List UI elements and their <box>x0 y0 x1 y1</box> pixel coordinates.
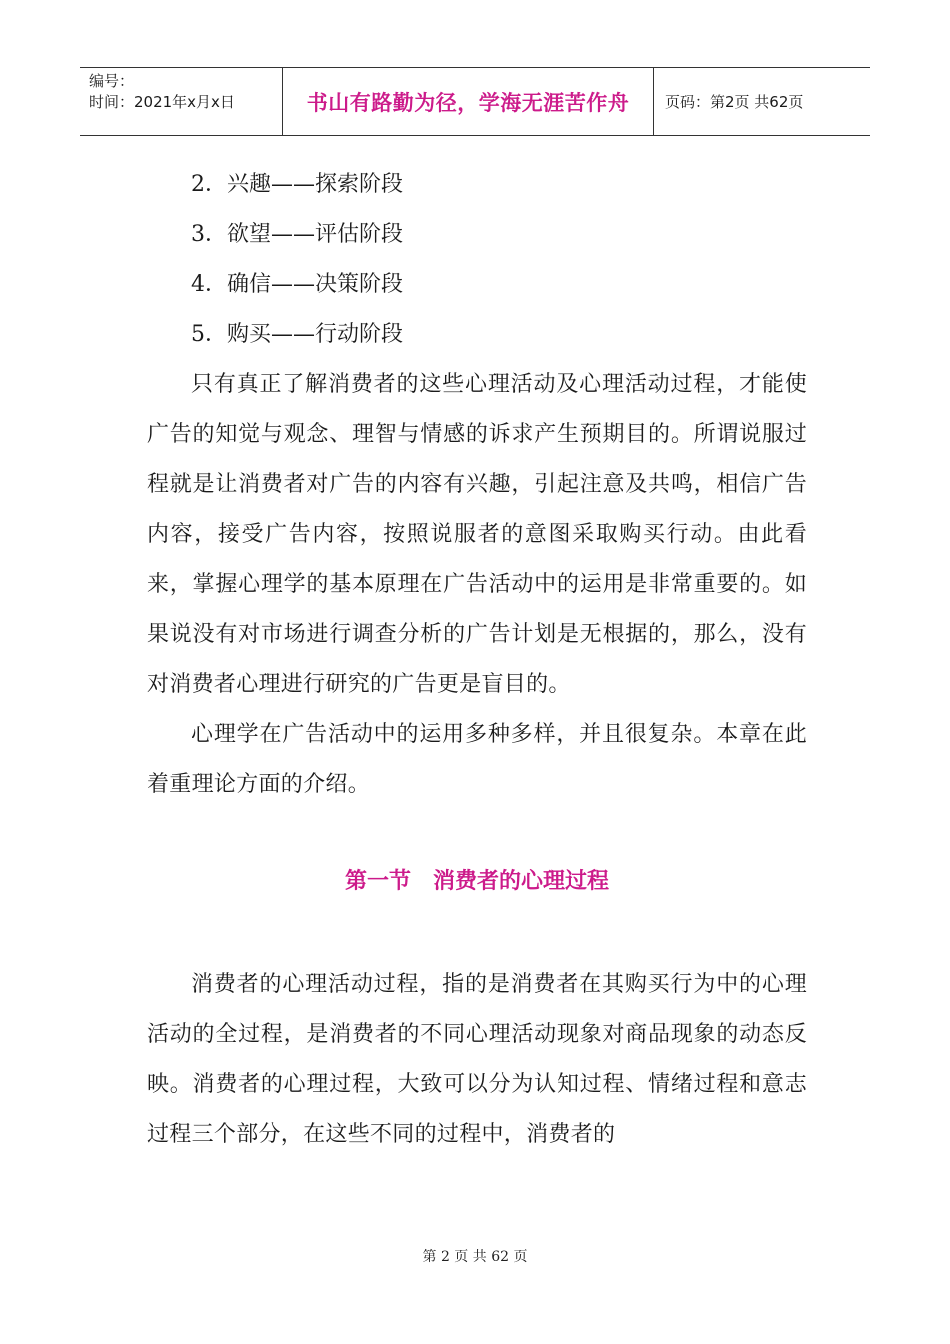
header-motto: 书山有路勤为径，学海无涯苦作舟 <box>282 68 654 135</box>
serial-label: 编号： <box>89 72 135 90</box>
list-item: 5．购买——行动阶段 <box>191 322 403 347</box>
page-header <box>80 67 870 136</box>
header-page-info: 页码：第2页 共62页 <box>665 93 804 111</box>
document-body <box>147 160 807 1160</box>
body-paragraph: 心理学在广告活动中的运用多种多样，并且很复杂。本章在此着重理论方面的介绍。 <box>147 722 807 797</box>
section-paragraph: 消费者的心理活动过程，指的是消费者在其购买行为中的心理活动的全过程，是消费者的不同心理活动现象对商品现象的动态反映。消费者的心理过程，大致可以分为认知过程、情绪过程和意志过程三个部分，在这些不同的过程中，消费者的 <box>147 972 807 1147</box>
list-item: 4．确信——决策阶段 <box>191 272 403 297</box>
section-heading: 第一节 消费者的心理过程 <box>344 869 609 894</box>
page-footer: 第 2 页 共 62 页 <box>422 1249 528 1265</box>
body-paragraph: 只有真正了解消费者的这些心理活动及心理活动过程，才能使广告的知觉与观念、理智与情感的诉求产生预期目的。所谓说服过程就是让消费者对广告的内容有兴趣，引起注意及共鸣，相信广告内容，接受广告内容，按照说服者的意图采取购买行动。由此看来，掌握心理学的基本原理在广告活动中的运用是非常重要的。如果说没有对市场进行调查分析的广告计划是无根据的，那么，没有对消费者心理进行研究的广告更是盲目的。 <box>147 372 807 697</box>
list-item: 2．兴趣——探索阶段 <box>191 172 403 197</box>
time-label: 时间：2021年x月x日 <box>89 93 235 111</box>
header-meta <box>80 68 282 135</box>
list-item: 3．欲望——评估阶段 <box>191 222 403 247</box>
